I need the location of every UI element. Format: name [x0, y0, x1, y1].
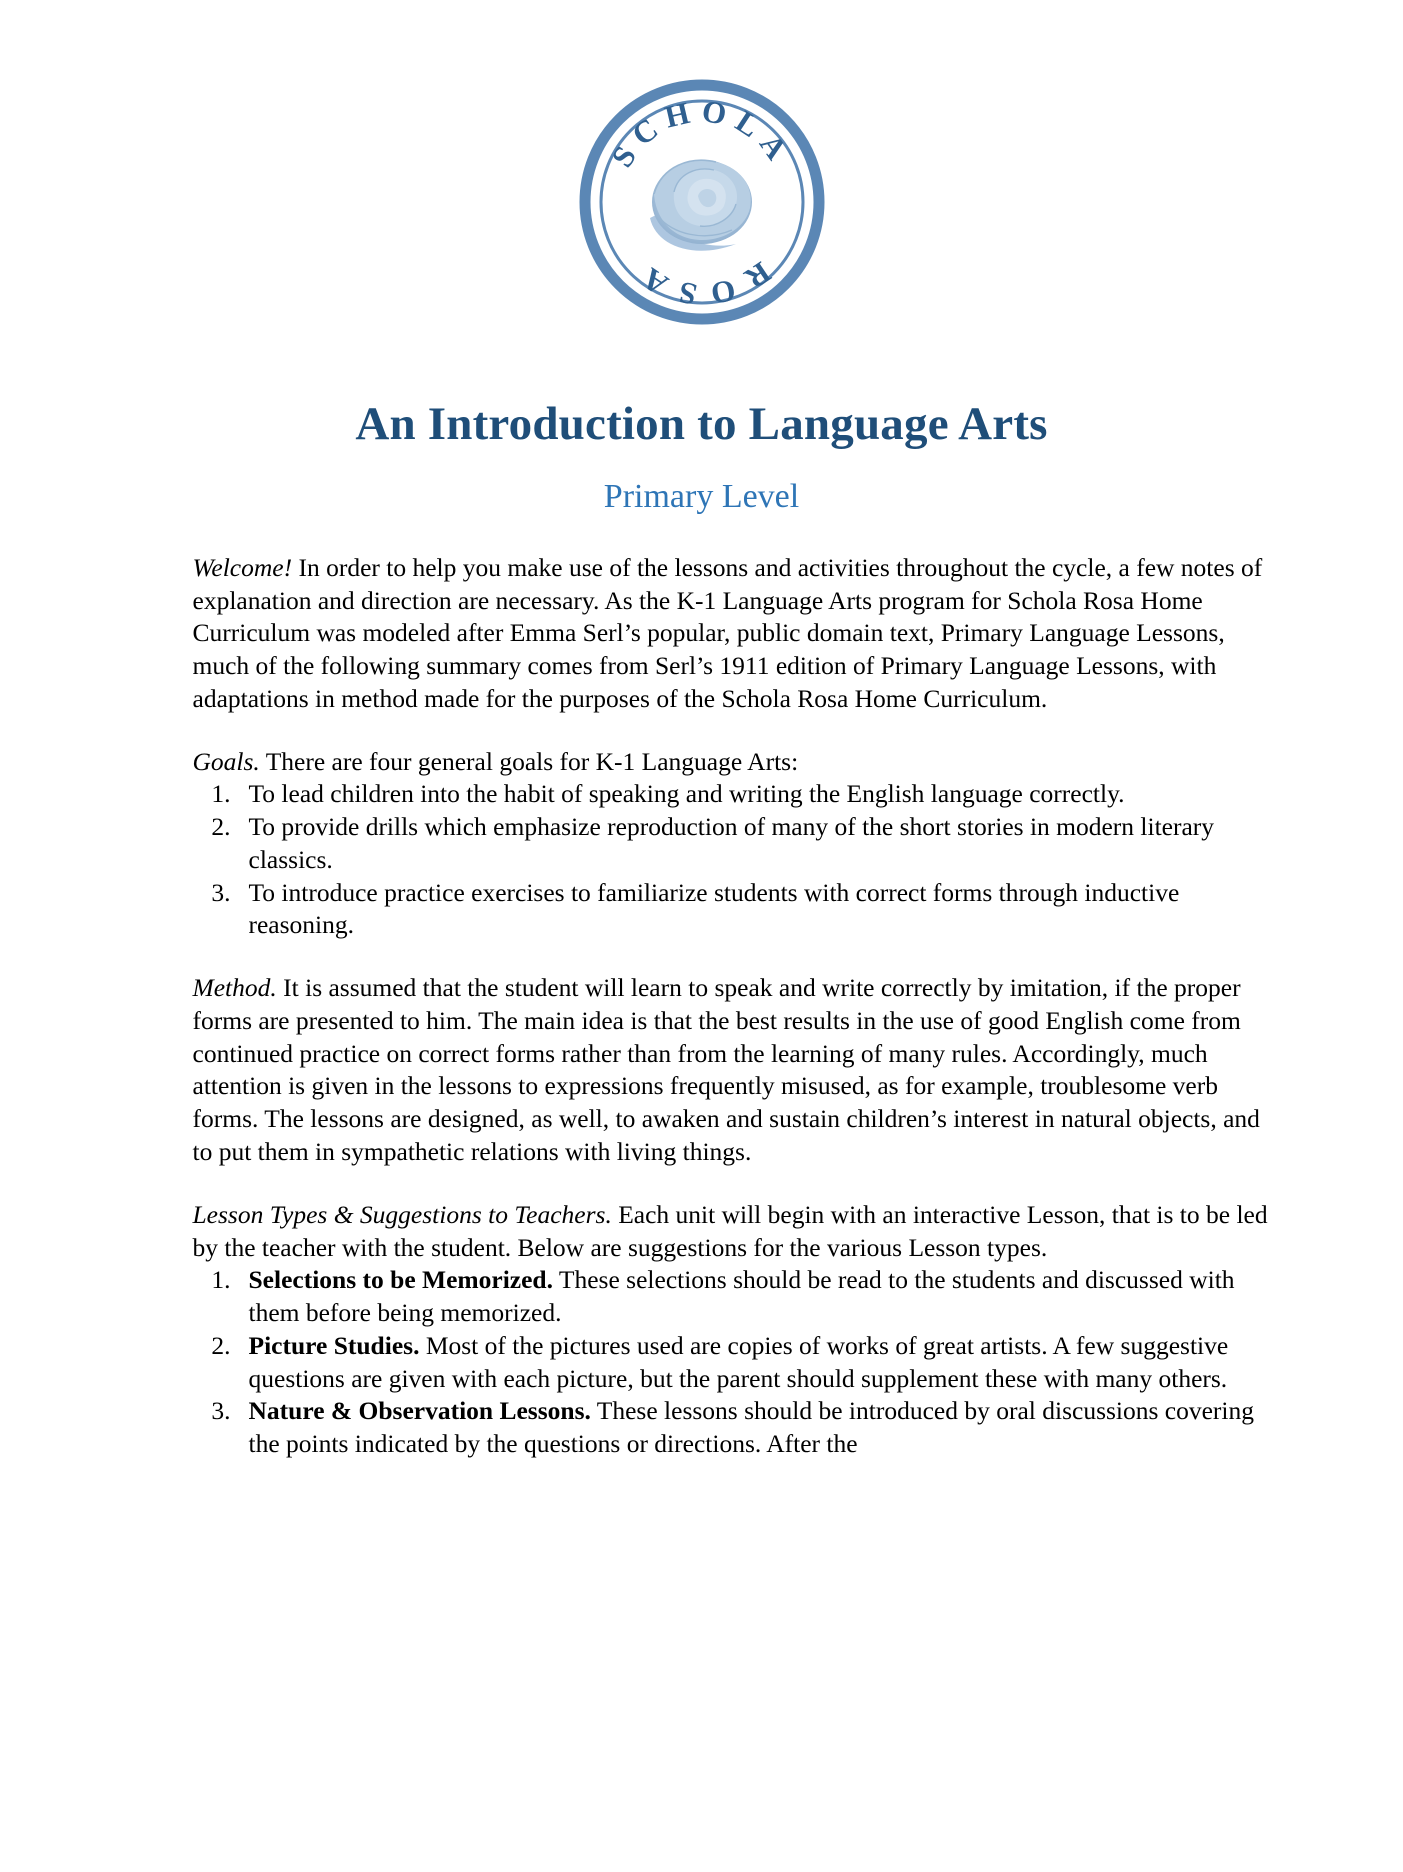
goals-lead: Goals.	[192, 746, 260, 776]
logo-bottom-text: ROSA	[626, 254, 777, 314]
welcome-lead: Welcome!	[192, 552, 293, 582]
list-item-text: To introduce practice exercises to familiarize students with correct forms through inductive reasoning.	[248, 877, 1180, 940]
lesson-types-lead: Lesson Types & Suggestions to Teachers.	[192, 1199, 612, 1229]
goals-list	[193, 778, 1282, 942]
list-item-number: 1.	[211, 779, 231, 809]
lesson-types-intro	[193, 1199, 1282, 1265]
list-item	[193, 877, 1282, 943]
lesson-types-list	[193, 1264, 1282, 1461]
list-item	[193, 1395, 1282, 1461]
welcome-text: In order to help you make use of the lessons and activities throughout the cycle, a few notes of explanation and direction are necessary. As the K-1 Language Arts program for Schola Rosa Home Curriculum was modeled after Emma Serl’s popular, public domain text, Primary Language Lessons, much of the following summary comes from Serl’s 1911 edition of Primary Language Lessons, with adaptations in method made for the purposes of the Schola Rosa Home Curriculum.	[192, 552, 1263, 713]
list-item	[193, 778, 1282, 811]
list-item-text: To provide drills which emphasize reproduction of many of the short stories in modern literary classics.	[248, 812, 1215, 874]
list-item	[193, 1330, 1282, 1396]
list-item-body: These lessons should be introduced by oral discussions covering the points indicated by the questions or directions. After the	[248, 1396, 1255, 1459]
document-body	[79, 516, 1325, 1461]
list-item-bold-lead: Nature & Observation Lessons.	[248, 1396, 591, 1426]
list-item-text	[249, 1264, 1282, 1330]
page-subtitle: Primary Level	[603, 478, 800, 516]
goals-intro-text: There are four general goals for K-1 Language Arts:	[259, 746, 799, 776]
logo-container	[0, 0, 1403, 328]
list-item-bold-lead: Selections to be Memorized.	[248, 1265, 553, 1295]
list-item-body: Most of the pictures used are copies of works of great artists. A few suggestive questions are given with each picture, but the parent should supplement these with many others.	[248, 1330, 1229, 1393]
list-item	[193, 811, 1282, 877]
list-item-bold-lead: Picture Studies.	[248, 1330, 420, 1360]
list-item	[193, 1264, 1282, 1330]
list-item-number: 2.	[211, 812, 231, 842]
list-item-text: To lead children into the habit of speaking and writing the English language correctly.	[248, 779, 1125, 809]
list-item-number: 3.	[211, 1396, 231, 1426]
method-lead: Method.	[192, 973, 277, 1003]
list-item-text	[249, 1395, 1282, 1461]
goals-intro	[193, 746, 1282, 779]
page-title: An Introduction to Language Arts	[355, 398, 1048, 450]
list-item-number: 1.	[211, 1265, 231, 1295]
welcome-paragraph	[193, 552, 1282, 716]
list-item-number: 3.	[211, 877, 231, 907]
list-item-text	[249, 1330, 1282, 1396]
logo-top-text: SCHOLA	[603, 92, 800, 174]
list-item-body: These selections should be read to the students and discussed with them before being memorized.	[248, 1265, 1235, 1328]
lesson-types-intro-text: Each unit will begin with an interactive Lesson, that is to be led by the teacher with the student. Below are suggestions for the various Lesson types.	[192, 1199, 1268, 1262]
schola-rosa-logo-icon	[576, 76, 828, 328]
list-item-number: 2.	[211, 1330, 231, 1360]
method-text: It is assumed that the student will learn to speak and write correctly by imitation, if the proper forms are presented to him. The main idea is that the best results in the use of good English come from continued practice on correct forms rather than from the learning of many rules. Accordingly, much attention is given in the lessons to expressions frequently misused, as for example, troublesome verb forms. The lessons are designed, as well, to awaken and sustain children’s interest in natural objects, and to put them in sympathetic relations with living things.	[192, 973, 1260, 1166]
method-paragraph	[193, 972, 1282, 1169]
